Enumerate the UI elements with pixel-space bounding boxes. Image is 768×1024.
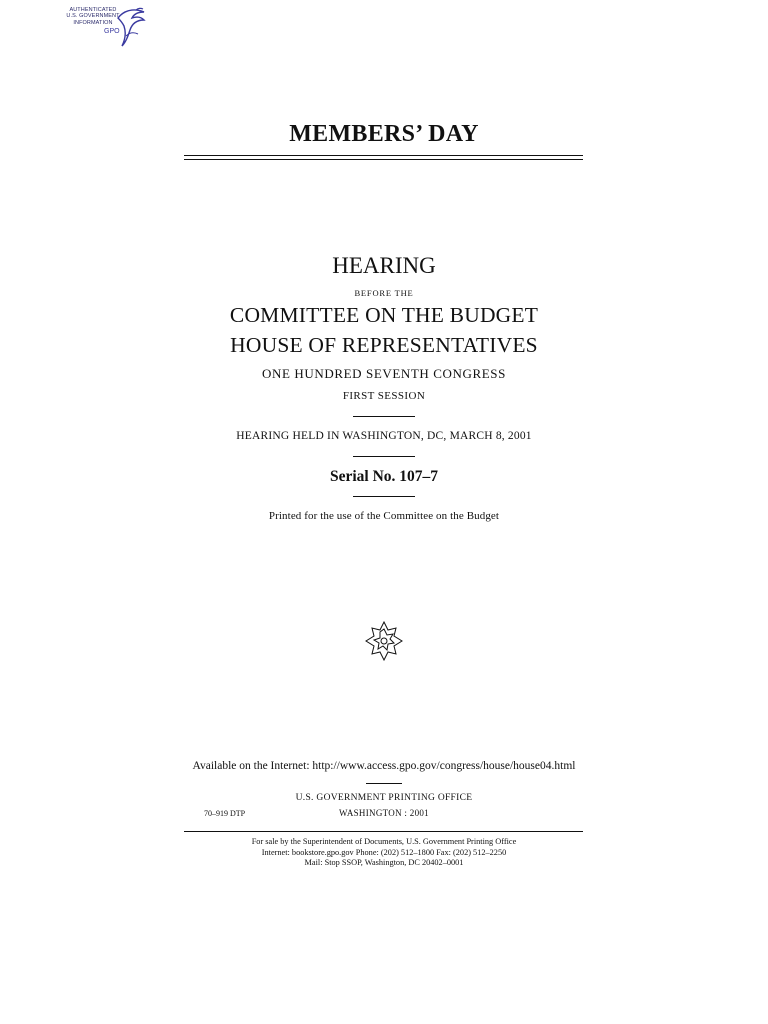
divider-rule — [353, 416, 415, 417]
title-rule-bottom — [184, 159, 583, 160]
sale-info-line-1: For sale by the Superintendent of Documents, U.S. Government Printing Office — [251, 837, 517, 846]
before-the-label: BEFORE THE — [354, 288, 414, 298]
badge-line-3: INFORMATION — [73, 19, 113, 26]
ornament-icon — [363, 620, 405, 662]
divider-rule — [353, 496, 415, 497]
printing-office: U.S. GOVERNMENT PRINTING OFFICE — [295, 793, 473, 803]
hearing-heading: HEARING — [332, 253, 436, 278]
hearing-held-line: HEARING HELD IN WASHINGTON, DC, MARCH 8, 2001 — [236, 430, 532, 442]
badge-line-2: U.S. GOVERNMENT — [66, 13, 120, 20]
title-rule-top — [184, 155, 583, 156]
city-year: WASHINGTON : 2001 — [339, 808, 429, 818]
jacket-number: 70–919 DTP — [204, 809, 246, 818]
divider-rule — [353, 456, 415, 457]
gpo-authenticated-badge — [58, 6, 148, 48]
divider-rule — [366, 783, 402, 784]
printed-for-line: Printed for the use of the Committee on the Budget — [268, 510, 500, 522]
sale-info-line-3: Mail: Stop SSOP, Washington, DC 20402–0001 — [304, 858, 464, 867]
serial-number: Serial No. 107–7 — [329, 468, 439, 485]
internet-availability: Available on the Internet: http://www.access.gpo.gov/congress/house/house04.html — [192, 760, 576, 772]
congress-label: ONE HUNDRED SEVENTH CONGRESS — [262, 366, 506, 381]
badge-line-1: AUTHENTICATED — [69, 7, 117, 13]
bottom-rule — [184, 831, 583, 832]
document-title: MEMBERS’ DAY — [289, 121, 479, 147]
eagle-icon — [114, 6, 148, 48]
committee-name: COMMITTEE ON THE BUDGET — [229, 303, 539, 327]
house-name: HOUSE OF REPRESENTATIVES — [230, 333, 538, 357]
gpo-mark: GPO — [104, 28, 120, 35]
session-label: FIRST SESSION — [342, 390, 426, 402]
sale-info-line-2: Internet: bookstore.gpo.gov Phone: (202) 512–1800 Fax: (202) 512–2250 — [261, 848, 507, 857]
